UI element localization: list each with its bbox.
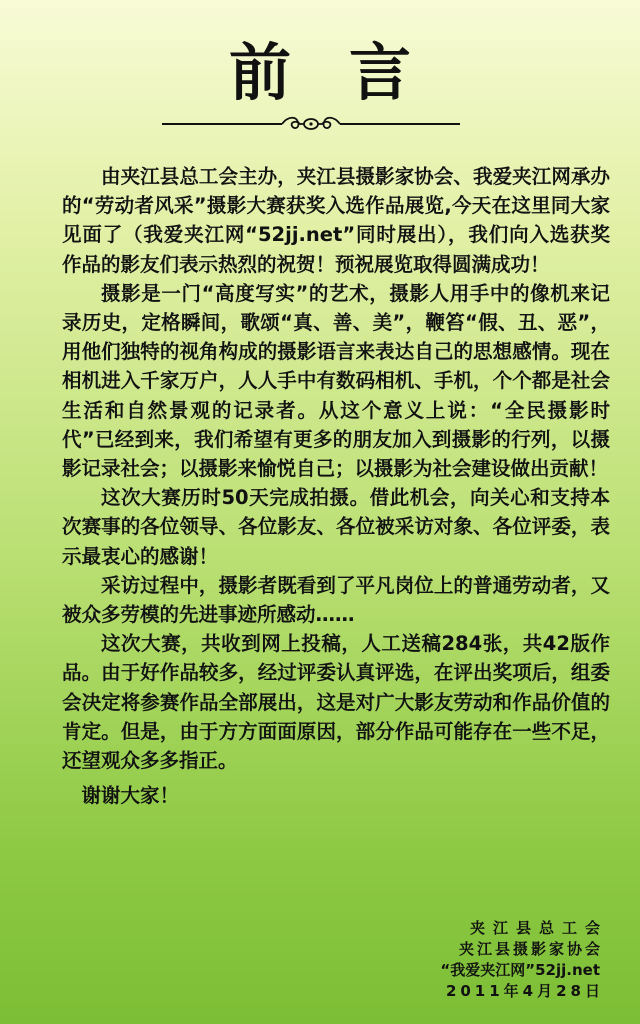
title-divider-ornament bbox=[162, 112, 460, 136]
preface-body bbox=[62, 162, 610, 810]
paragraph-1: 由夹江县总工会主办，夹江县摄影家协会、我爱夹江网承办的“劳动者风采”摄影大赛获奖入选作品展览,今天在这里同大家见面了（我爱夹江网“52jj.net”同时展出），我们向入选获奖作品的影友们表示热烈的祝贺！预祝展览取得圆满成功！ bbox=[62, 165, 610, 276]
paragraph-2: 摄影是一门“高度写实”的艺术，摄影人用手中的像机来记录历史，定格瞬间，歌颂“真、善、美”，鞭笞“假、丑、恶”，用他们独特的视角构成的摄影语言来表达自己的思想感情。现在相机进入千家万户，人人手中有数码相机、手机，个个都是社会生活和自然景观的记录者。从这个意义上说：“全民摄影时代”已经到来，我们希望有更多的朋友加入到摄影的行列，以摄影记录社会；以摄影来愉悦自己；以摄影为社会建设做出贡献！ bbox=[62, 281, 610, 481]
paragraph-5: 这次大赛，共收到网上投稿，人工送稿284张，共42版作品。由于好作品较多，经过评委认真评选，在评出奖项后，组委会决定将参赛作品全部展出，这是对广大影友劳动和作品价值的肯定。但是，由于方方面面原因，部分作品可能存在一些不足，还望观众多多指正。 bbox=[62, 632, 610, 773]
signature-org-photography-association: 夹江县摄影家协会 bbox=[458, 940, 603, 958]
page-title: 前言 bbox=[228, 36, 469, 109]
thanks-line: 谢谢大家！ bbox=[81, 784, 180, 808]
paragraph-4: 采访过程中，摄影者既看到了平凡岗位上的普通劳动者，又被众多劳模的先进事迹所感动…… bbox=[62, 573, 610, 627]
signature-block bbox=[380, 918, 608, 1002]
paragraph-3: 这次大赛历时50天完成拍摄。借此机会，向关心和支持本次赛事的各位领导、各位影友、各位被采访对象、各位评委，表示最衷心的感谢！ bbox=[62, 486, 610, 568]
signature-org-union: 夹江县总工会 bbox=[469, 919, 608, 937]
signature-website: “我爱夹江网”52jj.net bbox=[440, 961, 600, 979]
signature-date: 2011年4月28日 bbox=[445, 982, 604, 1000]
